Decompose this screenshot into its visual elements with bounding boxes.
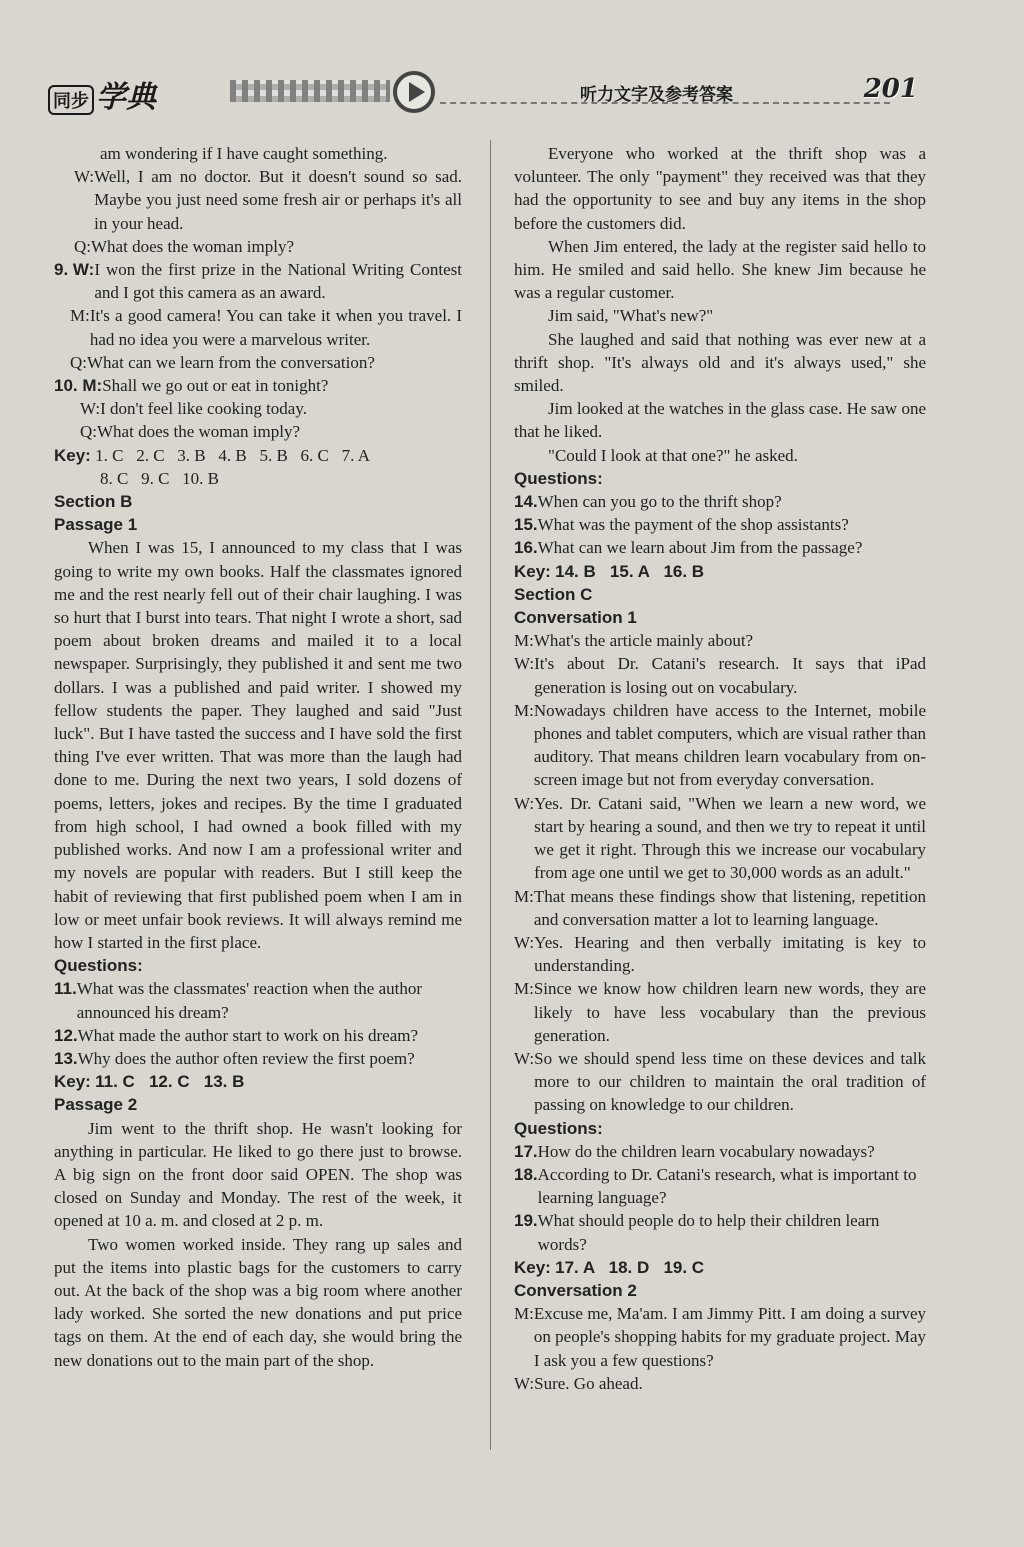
question-number: 15. (514, 515, 538, 535)
continued-line: am wondering if I have caught something. (100, 144, 388, 163)
question (514, 1140, 926, 1163)
answer-key (514, 1256, 926, 1279)
question-number: 13. (54, 1048, 78, 1068)
page-number: 201 (863, 74, 918, 104)
passage-heading: Passage 1 (54, 515, 138, 535)
key-label: Key: (54, 1072, 91, 1092)
key-answers: 14. B 15. A 16. B (555, 561, 705, 581)
passage-text: Two women worked inside. They rang up sales and put the items into plastic bags for the customers to carry out. At the back of the shop was a big room where another lady worked. She sorted the new donations and put price tags on them. At the end of each day, she would bring the new donations out to the main part of the shop. (54, 1234, 462, 1370)
play-icon (392, 70, 436, 114)
utterance: Excuse me, Ma'am. I am Jimmy Pitt. I am doing a survey on people's shopping habits for my graduate project. May I ask you a few questions? (533, 1304, 926, 1370)
dialogue-line (514, 931, 926, 977)
page-header (40, 62, 980, 122)
question (54, 1024, 462, 1047)
key-label: Key: (54, 445, 91, 465)
utterance: Shall we go out or eat in tonight? (102, 376, 329, 396)
key-answers: 11. C 12. C 13. B (95, 1072, 245, 1092)
utterance: What can we learn from the conversation? (87, 352, 375, 372)
speaker: M: (70, 306, 90, 326)
speaker: M: (514, 1304, 534, 1324)
brand-big: 学典 (96, 80, 156, 115)
dialogue-line (514, 885, 926, 931)
passage-text: Jim said, "What's new?" (548, 306, 714, 326)
speaker: W: (514, 1048, 535, 1068)
utterance: It's a good camera! You can take it when you travel. I had no idea you were a marvelous writer. (89, 306, 462, 349)
question-text: What was the classmates' reaction when the author announced his dream? (76, 979, 422, 1022)
header-title: 听力文字及参考答案 (580, 85, 733, 105)
question (514, 513, 926, 536)
dialogue-line (514, 629, 926, 652)
utterance: Sure. Go ahead. (534, 1373, 643, 1393)
dialogue-line (514, 699, 926, 792)
utterance: What does the woman imply? (91, 236, 295, 256)
checker-decoration (230, 80, 390, 102)
speaker: W: (514, 654, 535, 674)
passage-text: She laughed and said that nothing was ever new at a thrift shop. "It's always old and it's always used," she smiled. (514, 329, 926, 396)
utterance: So we should spend less time on these devices and talk more to our children to maintain the oral tradition of passing on knowledge to our children. (534, 1048, 926, 1115)
question (514, 490, 926, 513)
passage-text: "Could I look at that one?" he asked. (548, 445, 798, 465)
utterance: What does the woman imply? (97, 422, 301, 442)
dialogue-line (514, 1047, 926, 1117)
question-text: What should people do to help their children learn words? (537, 1211, 880, 1254)
answer-key (54, 1070, 462, 1093)
conversation-heading: Conversation 1 (514, 608, 637, 628)
passage-text: When I was 15, I announced to my class that I was going to write my own books. Half the classmates ignored me and the rest nearly fell out of their chair laughing. I was so hurt that I burst into tears. That night I wrote a short, sad poem about broken dreams and mailed it to a local newspaper. Surprisingly, they published it and sent me two dollars. I was a published and paid writer. I showed my fellow students the paper. They laughed and said "Just luck". But I have tasted the success and I have sold the first thing I've ever written. That was more than the laugh had done to me. During the next two years, I sold dozens of poems, letters, jokes and recipes. By the time I graduated from high school, I had owned a book filled with my published works. And now I am a professional writer and my novels are popular with readers. But I still keep the habit of reviewing that first published poem when I am in low or meet unfair book reviews. It will always remind me how I started in the first place. (54, 538, 462, 952)
question (54, 1047, 462, 1070)
conversation-heading: Conversation 2 (514, 1280, 637, 1300)
key-answers: 8. C 9. C 10. B (100, 468, 220, 488)
utterance: That means these findings show that listening, repetition and conversation matter a lot to learning language. (533, 886, 926, 929)
question-number: 16. (514, 538, 538, 558)
column-divider (490, 140, 491, 1450)
speaker: M: (514, 700, 534, 720)
passage-text: Jim looked at the watches in the glass case. He saw one that he liked. (514, 399, 926, 442)
section-heading: Section C (514, 584, 593, 604)
question-text: What made the author start to work on his dream? (77, 1025, 419, 1045)
key-label: Key: (514, 1257, 551, 1277)
dialogue-line (74, 235, 462, 258)
key-label: Key: (514, 561, 551, 581)
questions-heading: Questions: (514, 468, 603, 488)
question-text: When can you go to the thrift shop? (537, 492, 782, 512)
question-text: Why does the author often review the first poem? (77, 1048, 415, 1068)
passage-text: Jim went to the thrift shop. He wasn't looking for anything in particular. He liked to go there just to browse. A big sign on the front door said OPEN. The shop was closed on Sunday and Monday. The rest of the week, it opened at 10 a. m. and closed at 2 p. m. (54, 1118, 462, 1231)
speaker: M: (514, 886, 534, 906)
passage-text: Everyone who worked at the thrift shop was a volunteer. The only "payment" they received was that they had the opportunity to see and buy any items in the shop before the customers did. (514, 144, 926, 233)
dialogue-line (54, 258, 462, 304)
answer-key (54, 444, 462, 467)
left-column (54, 142, 462, 1372)
utterance: What's the article mainly about? (533, 631, 754, 651)
utterance: I don't feel like cooking today. (100, 399, 307, 419)
dialogue-line (74, 165, 462, 235)
dialogue-line (70, 304, 462, 350)
question (514, 1209, 926, 1255)
utterance: I won the first prize in the National Writing Contest and I got this camera as an award. (94, 260, 462, 303)
speaker: Q: (74, 236, 91, 256)
speaker: M: (514, 631, 534, 651)
utterance: Yes. Dr. Catani said, "When we learn a new word, we start by hearing a sound, and then we try to repeat it until we get it right. Through this we increase our vocabulary from age one until we get to 30,000 words as an adult." (534, 793, 926, 883)
dialogue-line (514, 977, 926, 1047)
question-number: 14. (514, 492, 538, 512)
passage-heading: Passage 2 (54, 1095, 138, 1115)
speaker: M: (514, 979, 534, 999)
speaker: 10. M: (54, 376, 103, 396)
question-number: 17. (514, 1141, 538, 1161)
answer-key (514, 560, 926, 583)
dialogue-line (54, 374, 462, 397)
question-text: According to Dr. Catani's research, what is important to learning language? (537, 1164, 917, 1208)
utterance: Well, I am no doctor. But it doesn't sound so sad. Maybe you just need some fresh air or perhaps it's all in your head. (94, 167, 462, 233)
question (514, 1163, 926, 1209)
dialogue-line (70, 351, 462, 374)
speaker: Q: (70, 352, 87, 372)
utterance: Yes. Hearing and then verbally imitating is key to understanding. (534, 932, 926, 976)
questions-heading: Questions: (514, 1118, 603, 1138)
dialogue-line (514, 792, 926, 885)
speaker: W: (80, 399, 101, 419)
speaker: W: (514, 1373, 535, 1393)
speaker: Q: (80, 422, 97, 442)
right-column (514, 142, 926, 1395)
speaker: W: (74, 167, 95, 187)
question-number: 18. (514, 1164, 538, 1184)
dialogue-line (514, 1302, 926, 1372)
question-number: 12. (54, 1025, 78, 1045)
questions-heading: Questions: (54, 956, 143, 976)
utterance: Since we know how children learn new words, they are likely to have less vocabulary than the previous generation. (533, 979, 926, 1045)
question-text: What was the payment of the shop assistants? (537, 515, 849, 535)
question-number: 11. (54, 979, 77, 999)
dialogue-line (514, 652, 926, 698)
speaker: 9. W: (54, 260, 95, 280)
speaker: W: (514, 932, 535, 952)
utterance: It's about Dr. Catani's research. It says that iPad generation is losing out on vocabulary. (534, 654, 926, 697)
question-text: What can we learn about Jim from the passage? (537, 538, 863, 558)
brand-logo (48, 72, 156, 116)
passage-text: When Jim entered, the lady at the register said hello to him. He smiled and said hello. She knew Jim because he was a regular customer. (514, 236, 926, 303)
brand-small: 同步 (48, 85, 94, 115)
key-answers: 1. C 2. C 3. B 4. B 5. B 6. C 7. A (95, 445, 370, 465)
question (514, 536, 926, 559)
utterance: Nowadays children have access to the Internet, mobile phones and tablet computers, which are visual rather than auditory. That means children learn vocabulary from on-screen image but not from everyday conversation. (533, 700, 926, 790)
dialogue-line (80, 420, 462, 443)
key-answers: 17. A 18. D 19. C (555, 1257, 705, 1277)
speaker: W: (514, 793, 535, 813)
dialogue-line (514, 1372, 926, 1395)
question (54, 977, 462, 1023)
question-text: How do the children learn vocabulary nowadays? (537, 1141, 875, 1161)
question-number: 19. (514, 1211, 538, 1231)
section-heading: Section B (54, 492, 133, 512)
dialogue-line (80, 397, 462, 420)
